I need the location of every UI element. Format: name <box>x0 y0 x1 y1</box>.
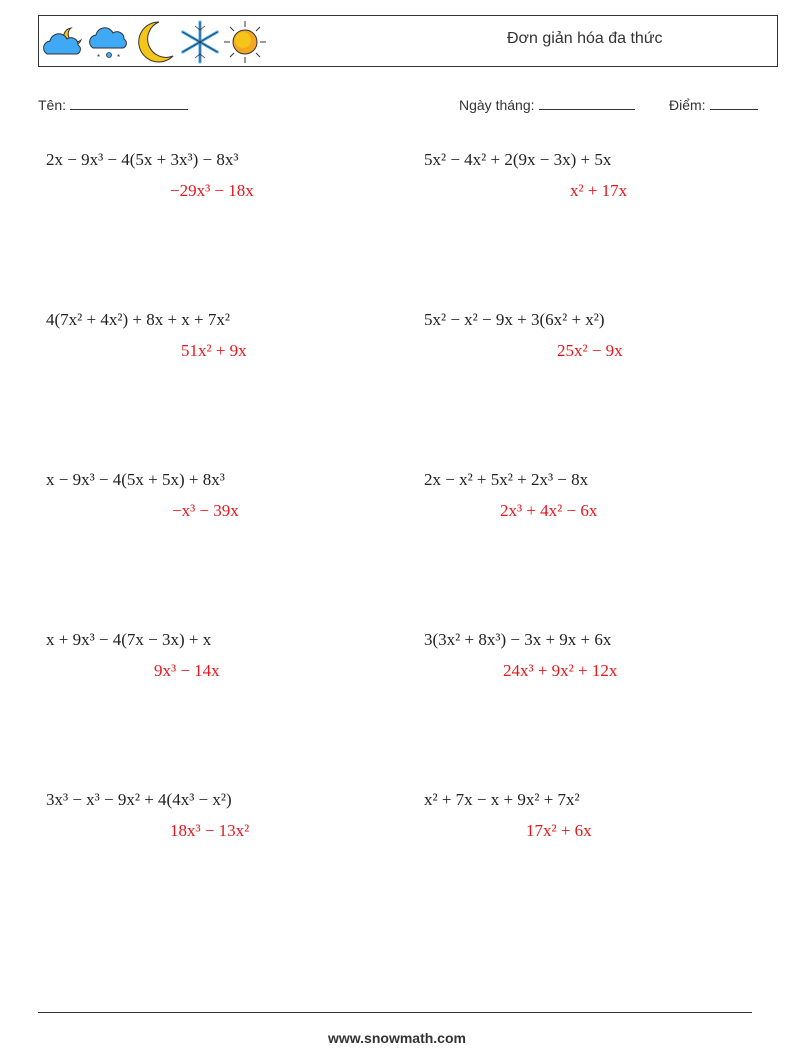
problem-answer: 17x² + 6x <box>526 821 592 840</box>
score-field <box>669 95 758 113</box>
problem-answer: 18x³ − 13x² <box>170 821 250 840</box>
problem-expression: x − 9x³ − 4(5x + 5x) + 8x³ <box>46 470 225 489</box>
problem-5 <box>46 470 225 490</box>
problem-10 <box>424 790 580 810</box>
worksheet-header <box>38 15 778 67</box>
sun-icon <box>223 19 267 65</box>
problem-expression: 5x² − 4x² + 2(9x − 3x) + 5x <box>424 150 612 169</box>
problem-expression: x + 9x³ − 4(7x − 3x) + x <box>46 630 212 649</box>
problem-answer: 24x³ + 9x² + 12x <box>503 661 618 680</box>
footer-url[interactable]: www.snowmath.com <box>328 1030 466 1046</box>
problem-answer: x² + 17x <box>570 181 628 200</box>
worksheet-title: Đơn giản hóa đa thức <box>507 30 663 47</box>
problem-answer: 9x³ − 14x <box>154 661 220 680</box>
problem-answer: −29x³ − 18x <box>170 181 254 200</box>
problem-4 <box>424 310 605 330</box>
problem-answer: 25x² − 9x <box>557 341 623 360</box>
name-label: Tên: <box>38 97 67 113</box>
problem-7 <box>46 630 211 650</box>
problem-expression: 2x − 9x³ − 4(5x + 3x³) − 8x³ <box>46 150 239 169</box>
svg-text:*: * <box>117 53 121 62</box>
date-field <box>459 95 635 113</box>
problem-answer: 2x³ + 4x² − 6x <box>500 501 598 520</box>
footer-divider <box>38 1012 752 1013</box>
problem-3 <box>46 310 230 330</box>
snowflake-icon <box>177 19 223 65</box>
score-blank[interactable] <box>710 95 758 110</box>
date-label: Ngày tháng: <box>459 97 535 113</box>
score-label: Điểm: <box>669 97 706 113</box>
problem-expression: 3x³ − x³ − 9x² + 4(4x³ − x²) <box>46 790 232 809</box>
problem-expression: 3(3x² + 8x³) − 3x + 9x + 6x <box>424 630 612 649</box>
problem-2 <box>424 150 611 170</box>
problem-expression: 4(7x² + 4x²) + 8x + x + 7x² <box>46 310 230 329</box>
problem-8 <box>424 630 611 650</box>
svg-text:*: * <box>97 53 101 62</box>
name-field <box>38 95 188 113</box>
problem-9 <box>46 790 232 810</box>
problem-expression: x² + 7x − x + 9x² + 7x² <box>424 790 580 809</box>
problem-answer: 51x² + 9x <box>181 341 247 360</box>
moon-icon <box>133 19 177 65</box>
cloud-moon-icon <box>41 22 87 62</box>
problem-answer: −x³ − 39x <box>172 501 239 520</box>
cloud-rain-icon <box>87 22 133 62</box>
problem-expression: 5x² − x² − 9x + 3(6x² + x²) <box>424 310 605 329</box>
problem-1 <box>46 150 238 170</box>
name-blank[interactable] <box>70 95 188 110</box>
problem-6 <box>424 470 588 490</box>
weather-icons <box>41 19 267 65</box>
problem-expression: 2x − x² + 5x² + 2x³ − 8x <box>424 470 589 489</box>
date-blank[interactable] <box>539 95 635 110</box>
